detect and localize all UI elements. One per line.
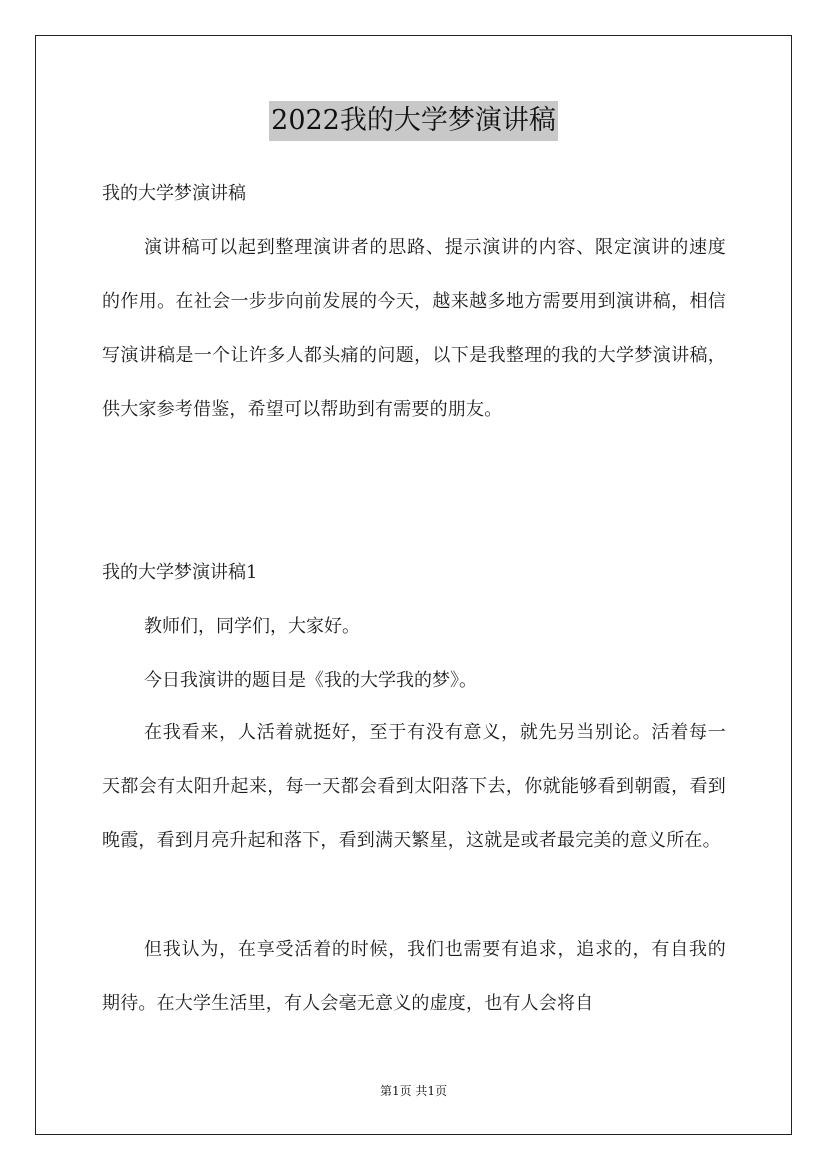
page-number-label: 第1页 共1页 xyxy=(379,1084,448,1098)
document-subtitle: 我的大学梦演讲稿 xyxy=(102,183,246,204)
section-heading: 我的大学梦演讲稿1 xyxy=(102,562,258,583)
intro-paragraph: 演讲稿可以起到整理演讲者的思路、提示演讲的内容、限定演讲的速度的作用。在社会一步步向前发展的今天，越来越多地方需要用到演讲稿，相信写演讲稿是一个让许多人都头痛的问题，以下是我整理的我的大学梦演讲稿，供大家参考借鉴，希望可以帮助到有需要的朋友。 xyxy=(102,237,726,420)
topic-line: 今日我演讲的题目是《我的大学我的梦》。 xyxy=(144,670,477,691)
paragraph-4: 但我认为，在享受活着的时候，我们也需要有追求，追求的，有自我的期待。在大学生活里，有人会毫无意义的虚度，也有人会将自 xyxy=(102,939,726,1014)
page-footer xyxy=(0,1083,827,1099)
document-title: 2022我的大学梦演讲稿 xyxy=(269,101,558,141)
paragraph-3: 在我看来，人活着就挺好，至于有没有意义，就先另当别论。活着每一天都会有太阳升起来，每一天都会看到太阳落下去，你就能够看到朝霞，看到晚霞，看到月亮升起和落下，看到满天繁星，这就是或者最完美的意义所在。 xyxy=(102,722,726,851)
greeting-line: 教师们，同学们，大家好。 xyxy=(144,616,360,637)
title-wrap xyxy=(0,101,827,141)
